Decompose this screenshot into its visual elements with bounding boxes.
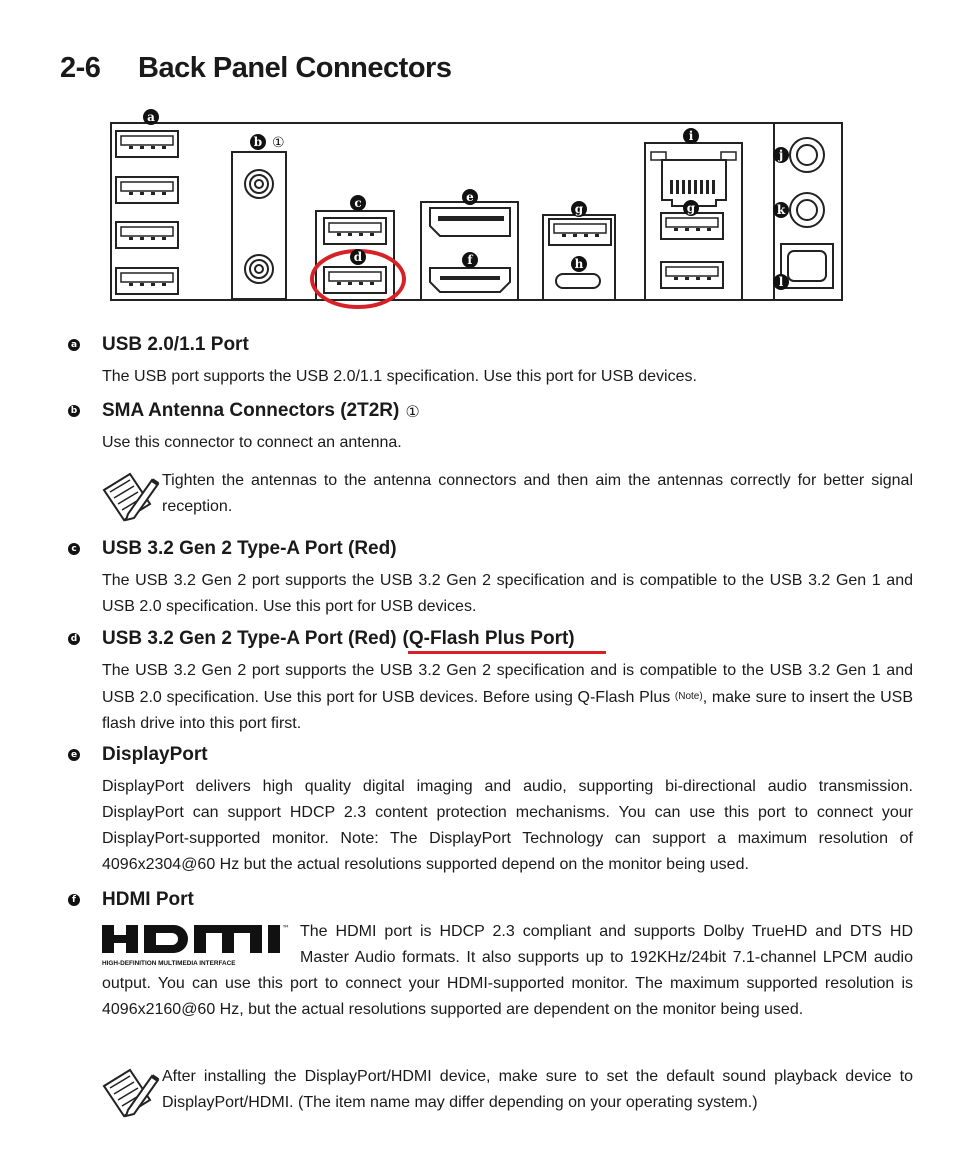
badge-c	[350, 195, 366, 211]
section-heading	[68, 742, 913, 768]
displayport-connector	[430, 208, 510, 236]
badge-f	[462, 252, 478, 268]
sma-connector-top	[245, 170, 273, 198]
badge-e	[462, 189, 478, 205]
section-heading	[68, 398, 913, 424]
badge-k	[773, 202, 789, 218]
svg-text:c: c	[354, 196, 362, 210]
svg-text:HIGH-DEFINITION MULTIMEDIA INT: HIGH-DEFINITION MULTIMEDIA INTERFACE	[102, 960, 236, 967]
badge-a	[143, 109, 159, 125]
note-text: Tighten the antennas to the antenna connectors and then aim the antennas correctly for better signal reception.	[162, 472, 913, 515]
bullet-a: a	[68, 339, 80, 351]
svg-text:g: g	[574, 202, 584, 216]
bullet-c: c	[68, 543, 80, 555]
body-text: The USB 3.2 Gen 2 port supports the USB 3.2 Gen 2 specification and is compatible to the USB 3.2 Gen 1 and USB 2.0 specification. Use this port for USB devices. Before using Q-Flash Plus	[102, 662, 913, 706]
section-body	[102, 658, 913, 737]
section-body: Use this connector to connect an antenna.	[102, 434, 402, 451]
bullet-f: f	[68, 894, 80, 906]
bullet-e: e	[68, 749, 80, 761]
note-antenna	[100, 468, 913, 524]
sma-connector-bottom	[245, 255, 273, 283]
section-body: The USB 3.2 Gen 2 port supports the USB 3.2 Gen 2 specification and is compatible to the USB 3.2 Gen 1 and USB 2.0 specification. Use this port for USB devices.	[102, 572, 913, 615]
section-usb32-qflash	[68, 626, 913, 737]
section-heading	[68, 536, 913, 562]
svg-text:d: d	[353, 250, 363, 264]
note-text: After installing the DisplayPort/HDMI device, make sure to set the default sound playback device to DisplayPort/HDMI. (The item name may differ depending on your operating system.)	[162, 1068, 913, 1111]
section-body: DisplayPort delivers high quality digital imaging and audio, supporting bi-directional audio transmission. DisplayPort can support HDCP 2.3 content protection mechanisms. You can use this port to connect your DisplayPort-supported monitor. Note: The DisplayPort Technology can support a maximum resolution of 4096x2304@60 Hz but the actual resolutions supported depend on the monitor being used.	[102, 778, 913, 873]
heading-note-mark: ①	[405, 401, 420, 421]
bullet-b: b	[68, 405, 80, 417]
badge-g-right	[683, 200, 699, 216]
section-heading	[68, 887, 913, 913]
badge-i	[683, 128, 699, 144]
badge-b-note: ①	[272, 135, 285, 151]
badge-l	[773, 274, 789, 290]
badge-h	[571, 256, 587, 272]
note-sound-device	[100, 1064, 913, 1120]
section-body: The USB port supports the USB 2.0/1.1 specification. Use this port for USB devices.	[102, 368, 697, 385]
svg-text:e: e	[466, 190, 474, 204]
section-body	[102, 919, 913, 1023]
badge-j	[773, 147, 789, 163]
section-heading	[68, 332, 913, 358]
svg-text:g: g	[686, 201, 696, 215]
heading-qflash-text: (Q-Flash Plus Port)	[402, 628, 575, 649]
usb-type-c-port	[556, 274, 600, 288]
svg-text:b: b	[253, 135, 263, 149]
usb32-port-g-right-bottom	[661, 262, 723, 288]
heading-text: USB 2.0/1.1 Port	[102, 334, 249, 355]
body-text-after: , make sure to insert the USB flash drive into this port first.	[102, 689, 914, 732]
usb32-port-g-right-top	[661, 213, 723, 239]
section-sma-antenna	[68, 398, 913, 456]
note-pencil-icon	[100, 468, 162, 524]
svg-text:™: ™	[282, 924, 290, 933]
body-text: The HDMI port is HDCP 2.3 compliant and supports Dolby TrueHD and DTS HD Master Audio formats. It also supports up to 192KHz/24bit 7.1-channel LPCM audio output. You can use this port to connect your HDMI-supported monitor. The maximum supported resolution is 4096x2160@60 Hz, but the actual resolutions supported are dependent on the monitor being used.	[102, 923, 913, 1018]
section-usb20	[68, 332, 913, 390]
section-usb32-red	[68, 536, 913, 620]
heading-text: USB 3.2 Gen 2 Type-A Port (Red)	[102, 538, 397, 559]
note-pencil-icon	[100, 1064, 162, 1120]
svg-text:l: l	[778, 275, 784, 289]
heading-text: HDMI Port	[102, 889, 194, 910]
note-mark: (Note)	[674, 691, 703, 702]
badge-d	[350, 249, 366, 265]
badge-b	[250, 134, 266, 150]
audio-jack-mic-in	[790, 193, 824, 227]
section-heading	[68, 626, 913, 652]
badge-g-left	[571, 201, 587, 217]
section-displayport	[68, 742, 913, 878]
section-hdmi	[68, 887, 913, 1023]
audio-jack-line-out	[790, 138, 824, 172]
section-title: Back Panel Connectors	[138, 52, 452, 84]
svg-text:f: f	[467, 253, 473, 267]
bullet-d: d	[68, 633, 80, 645]
svg-text:k: k	[776, 203, 786, 217]
svg-text:a: a	[147, 110, 155, 124]
usb2-port-stack	[116, 131, 178, 294]
usb32-port-g-left	[549, 219, 611, 245]
svg-text:h: h	[574, 257, 584, 271]
qflash-underline	[408, 651, 606, 654]
section-number: 2-6	[60, 52, 101, 84]
heading-text: DisplayPort	[102, 744, 208, 765]
back-panel-diagram	[0, 0, 957, 320]
hdmi-logo	[102, 921, 292, 969]
svg-text:j: j	[778, 148, 784, 162]
usb32-port-d	[324, 267, 386, 293]
heading-text: USB 3.2 Gen 2 Type-A Port (Red)	[102, 628, 397, 649]
heading-text: SMA Antenna Connectors (2T2R)	[102, 400, 400, 421]
usb32-port-c	[324, 218, 386, 244]
svg-text:i: i	[688, 129, 694, 143]
